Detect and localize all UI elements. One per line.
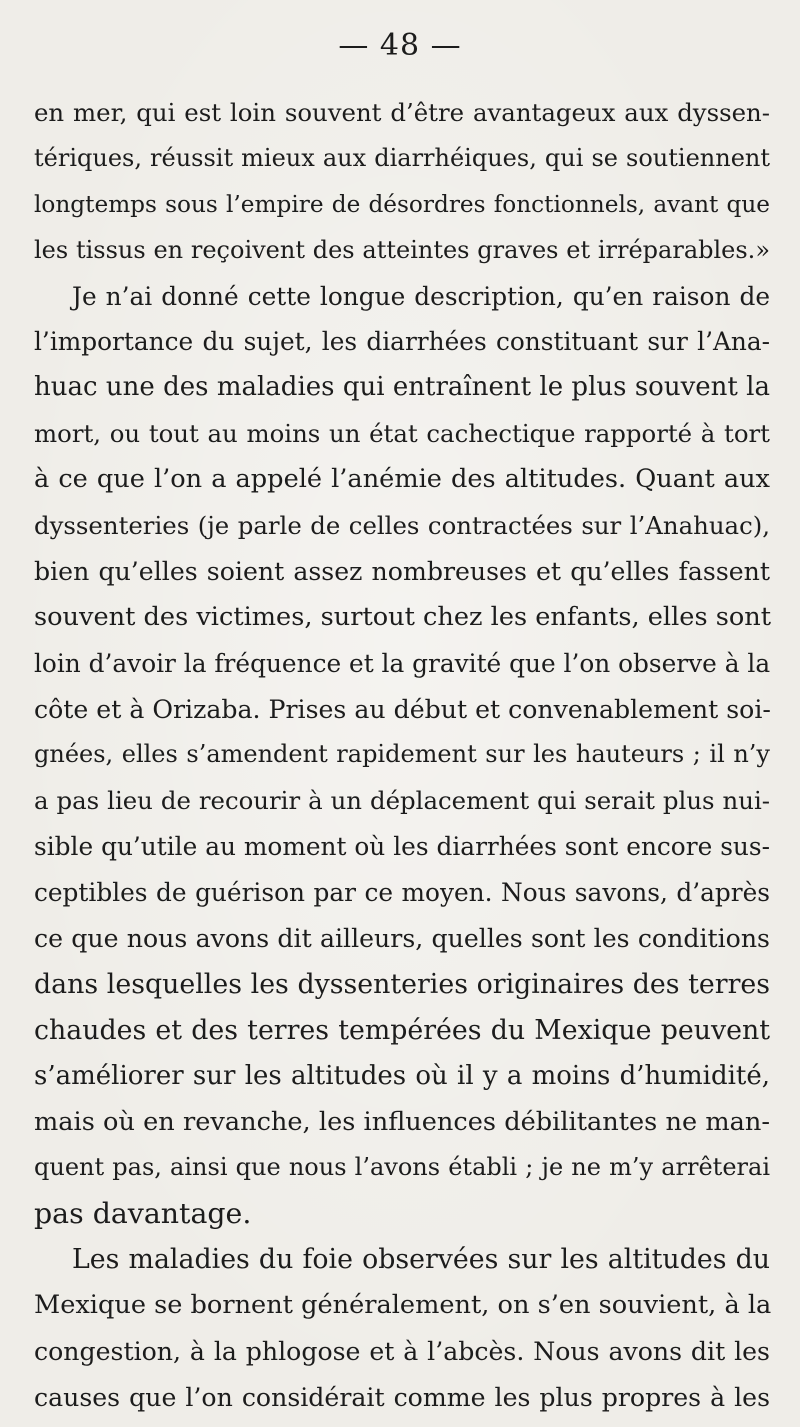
page-number: — 48 — (338, 28, 462, 63)
text-line: a pas lieu de recourir à un déplacement qui serait plus nui- (34, 786, 770, 816)
text-line: Je n’ai donné cette longue description, qu’en raison de (72, 281, 770, 311)
text-line: en mer, qui est loin souvent d’être avantageux aux dyssen- (34, 98, 770, 127)
text-line: dyssenteries (je parle de celles contractées sur l’Anahuac), (34, 511, 770, 541)
text-line: côte et à Orizaba. Prises au début et convenablement soi- (34, 694, 771, 724)
text-line: longtemps sous l’empire de désordres fonctionnels, avant que (34, 190, 770, 218)
text-line: gnées, elles s’amendent rapidement sur les hauteurs ; il n’y (34, 740, 770, 769)
text-line: causes que l’on considérait comme les plus propres à les (34, 1382, 770, 1412)
text-line: sible qu’utile au moment où les diarrhées sont encore sus- (34, 832, 770, 862)
text-line: bien qu’elles soient assez nombreuses et qu’elles fassent (34, 556, 770, 586)
text-line: loin d’avoir la fréquence et la gravité que l’on observe à la (34, 648, 771, 678)
text-line: congestion, à la phlogose et à l’abcès. Nous avons dit les (34, 1337, 770, 1367)
text-line: huac une des maladies qui entraînent le plus souvent la (34, 372, 770, 403)
text-line: quent pas, ainsi que nous l’avons établi ; je ne m’y arrêterai (34, 1153, 770, 1182)
text-line: dans lesquelles les dyssenteries originaires des terres (34, 968, 770, 1000)
text-line: Mexique se bornent généralement, on s’en souvient, à la (34, 1290, 772, 1321)
text-line: souvent des victimes, surtout chez les enfants, elles sont (34, 601, 772, 632)
body-text (34, 90, 770, 1421)
text-line: tériques, réussit mieux aux diarrhéiques, qui se soutiennent (34, 143, 770, 172)
text-line: mort, ou tout au moins un état cachectique rapporté à tort (34, 419, 770, 449)
text-line: Les maladies du foie observées sur les altitudes du (72, 1244, 770, 1276)
text-line: l’importance du sujet, les diarrhées constituant sur l’Ana- (34, 327, 770, 357)
text-line: chaudes et des terres tempérées du Mexique peuvent (34, 1014, 770, 1046)
text-line: s’améliorer sur les altitudes où il y a moins d’humidité, (34, 1060, 770, 1091)
text-line: les tissus en reçoivent des atteintes graves et irréparables.» (34, 235, 770, 264)
text-line: pas davantage. (34, 1197, 252, 1231)
text-line: ce que nous avons dit ailleurs, quelles sont les conditions (34, 924, 770, 954)
text-line: à ce que l’on a appelé l’anémie des altitudes. Quant aux (34, 464, 770, 495)
text-line: mais où en revanche, les influences débilitantes ne man- (34, 1106, 770, 1137)
text-line: ceptibles de guérison par ce moyen. Nous savons, d’après (34, 878, 770, 908)
